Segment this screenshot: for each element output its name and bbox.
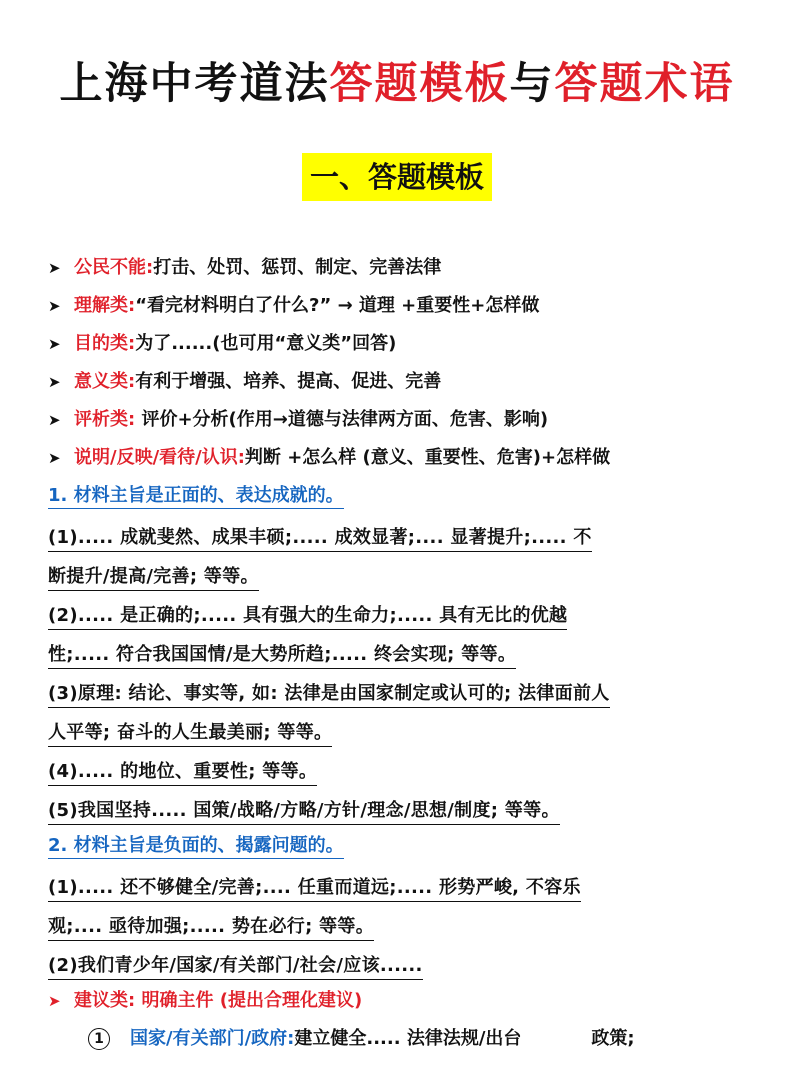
bullet-row: ➤ 建议类: 明确主件 (提出合理化建议) (48, 985, 750, 1023)
numbered-item: 1 国家/有关部门/政府:建立健全..... 法律法规/出台 政策; (48, 1023, 750, 1061)
paragraph: (2)..... 是正确的;..... 具有强大的生命力;..... 具有无比的优越 性;..... 符合我国国情/是大势所趋;..... 终会实现; 等等。 (48, 596, 750, 674)
bullet-row: ➤ 理解类:“看完材料明白了什么?” → 道理 +重要性+怎样做 (48, 290, 750, 328)
arrow-bullet-icon: ➤ (48, 449, 61, 467)
arrow-bullet-icon: ➤ (48, 373, 61, 391)
paragraph: (3)原理: 结论、事实等, 如: 法律是由国家制定或认可的; 法律面前人 人平等; 奋斗的人生最美丽; 等等。 (48, 674, 750, 752)
bullet-row: ➤ 意义类:有利于增强、培养、提高、促进、完善 (48, 366, 750, 404)
arrow-bullet-icon: ➤ (48, 992, 61, 1010)
paragraph: (5)我国坚持..... 国策/战略/方略/方针/理念/思想/制度; 等等。 (48, 791, 750, 830)
subheading-positive: 1. 材料主旨是正面的、表达成就的。 (48, 480, 750, 518)
bullet-row: ➤ 评析类: 评价+分析(作用→道德与法律两方面、危害、影响) (48, 404, 750, 442)
arrow-bullet-icon: ➤ (48, 297, 61, 315)
bullet-row: ➤ 说明/反映/看待/认识:判断 +怎么样 (意义、重要性、危害)+怎样做 (48, 442, 750, 480)
page-title: 上海中考道法答题模板与答题术语 (59, 59, 735, 109)
section-heading: 一、答题模板 (302, 153, 492, 201)
bullet-row: ➤ 目的类:为了......(也可用“意义类”回答) (48, 328, 750, 366)
bullet-row: ➤ 公民不能:打击、处罚、惩罚、制定、完善法律 (48, 252, 750, 290)
arrow-bullet-icon: ➤ (48, 411, 61, 429)
subheading-negative: 2. 材料主旨是负面的、揭露问题的。 (48, 830, 750, 868)
arrow-bullet-icon: ➤ (48, 335, 61, 353)
paragraph: (4)..... 的地位、重要性; 等等。 (48, 752, 750, 791)
arrow-bullet-icon: ➤ (48, 259, 61, 277)
content (48, 252, 750, 1061)
circled-number: 1 (88, 1028, 110, 1050)
paragraph: (1)..... 成就斐然、成果丰硕;..... 成效显著;.... 显著提升;..... 不 断提升/提高/完善; 等等。 (48, 518, 750, 596)
paragraph: (2)我们青少年/国家/有关部门/社会/应该...... (48, 946, 750, 985)
paragraph: (1)..... 还不够健全/完善;.... 任重而道远;..... 形势严峻, 不容乐 观;.... 亟待加强;..... 势在必行; 等等。 (48, 868, 750, 946)
